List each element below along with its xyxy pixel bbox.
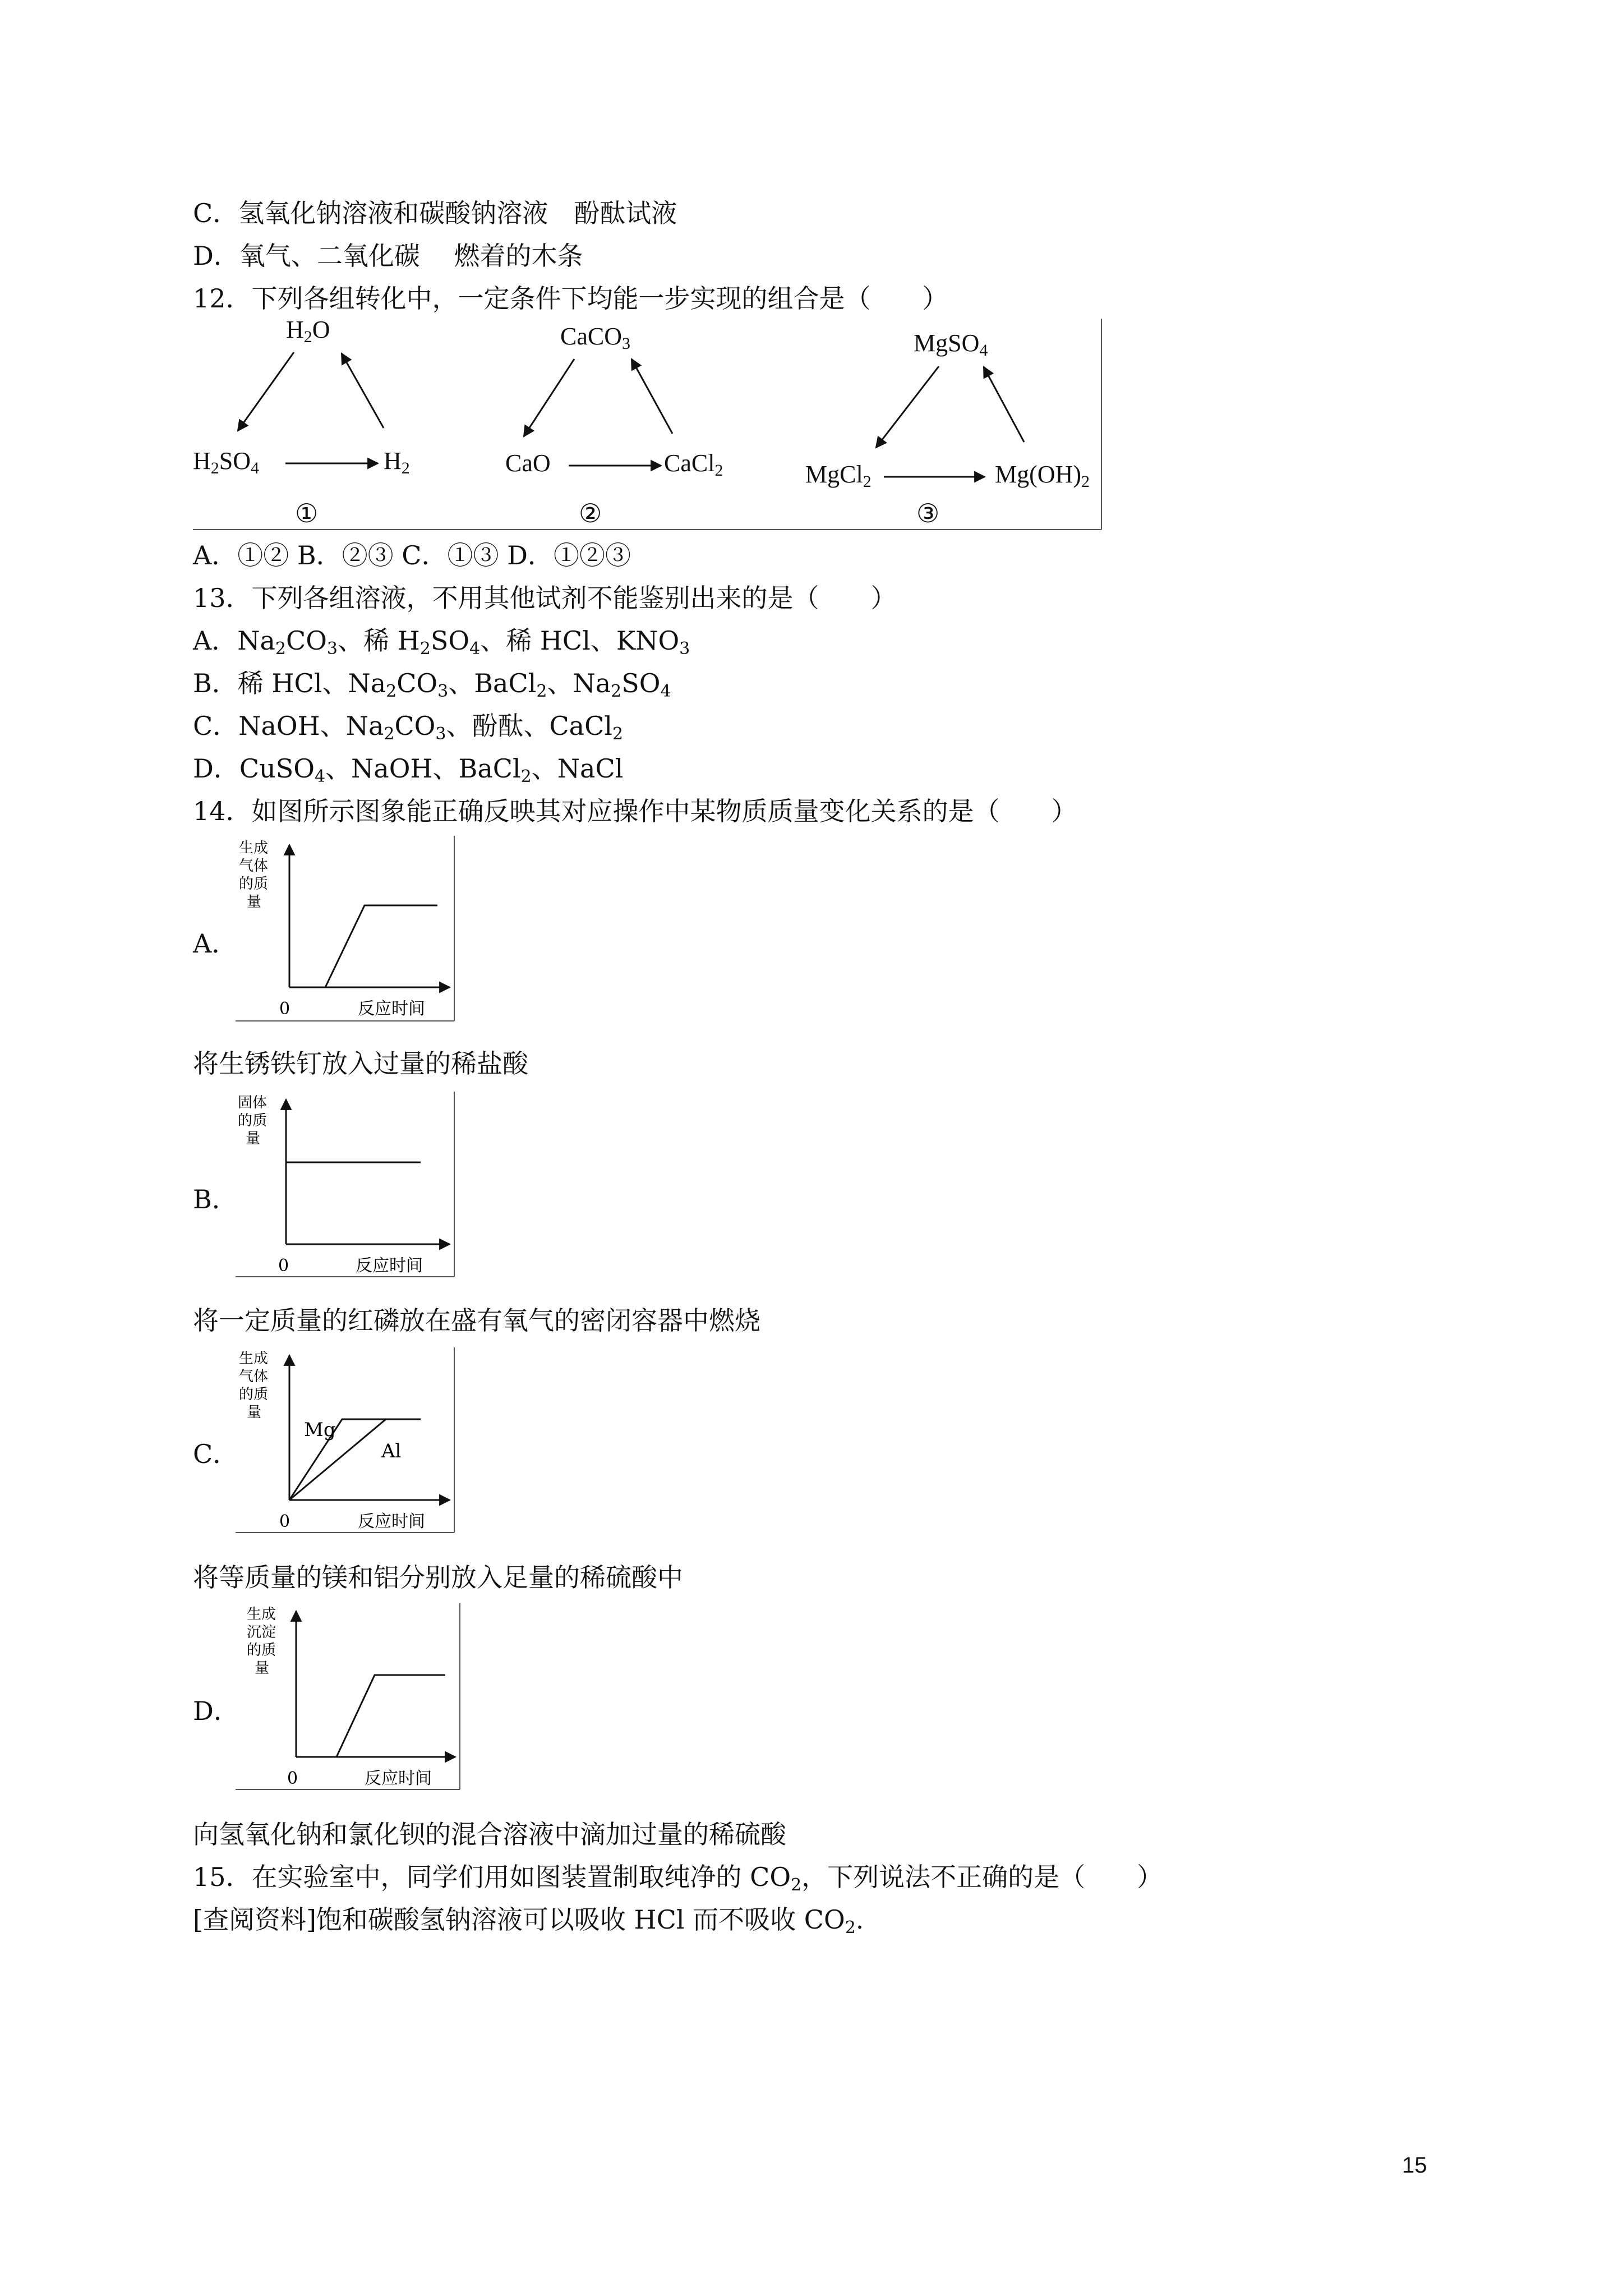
d3-top-label: MgSO$_4$ bbox=[914, 329, 988, 360]
graph-b-ylabel-1: 固体 bbox=[238, 1094, 268, 1111]
q13-option-a: A．$Na_2CO_3$、稀 $H_2SO_4$、稀 HCl、$KNO_3$ bbox=[193, 625, 690, 659]
graph-d-ylabel-2: 沉淀 bbox=[247, 1624, 276, 1641]
q14-letter-b: B． bbox=[193, 1184, 238, 1214]
page-number: 15 bbox=[1402, 2153, 1427, 2178]
d2-number: ② bbox=[579, 499, 602, 528]
graph-a-svg bbox=[236, 836, 460, 1027]
d2-left-label: CaO bbox=[505, 449, 551, 477]
q14-desc-d: 向氢氧化钠和氯化钡的混合溶液中滴加过量的稀硫酸 bbox=[193, 1819, 786, 1849]
graph-a-ylabel-2: 气体 bbox=[239, 858, 269, 875]
graph-c-al-label: Al bbox=[381, 1440, 402, 1462]
graph-a-curve bbox=[289, 905, 437, 987]
graph-b-svg bbox=[236, 1092, 460, 1282]
q11-option-d: D．氧气、二氧化碳 燃着的木条 bbox=[193, 241, 583, 271]
graph-c-ylabel-2: 气体 bbox=[239, 1368, 269, 1385]
graph-d-xlabel: 反应时间 bbox=[365, 1769, 432, 1788]
graph-a-ylabel-4: 量 bbox=[247, 894, 262, 910]
q12-diagram bbox=[193, 316, 1118, 539]
graph-a-ylabel-1: 生成 bbox=[239, 840, 269, 857]
graph-b-xlabel: 反应时间 bbox=[356, 1256, 423, 1276]
graph-c-ylabel-3: 的质 bbox=[239, 1386, 269, 1403]
q14-graph-c bbox=[236, 1347, 460, 1538]
q14-letter-c: C． bbox=[193, 1439, 239, 1469]
graph-c-ylabel-1: 生成 bbox=[239, 1350, 269, 1367]
q14-graph-b bbox=[236, 1092, 460, 1282]
graph-c-origin: 0 bbox=[279, 1512, 291, 1531]
q14-desc-a: 将生锈铁钉放入过量的稀盐酸 bbox=[193, 1048, 528, 1079]
q12-options: A．①② B．②③ C．①③ D．①②③ bbox=[193, 540, 631, 570]
q14-graph-d bbox=[236, 1603, 465, 1794]
q13-stem: 13．下列各组溶液，不用其他试剂不能鉴别出来的是（ ） bbox=[193, 583, 897, 613]
graph-d-svg bbox=[236, 1603, 465, 1794]
graph-c-xlabel: 反应时间 bbox=[358, 1512, 425, 1531]
graph-d-ylabel-3: 的质 bbox=[247, 1642, 276, 1659]
graph-a-origin: 0 bbox=[279, 999, 291, 1019]
d1-right-label: $H_2$ bbox=[384, 447, 410, 477]
graph-c-svg bbox=[236, 1347, 460, 1538]
q11-option-c: C．氢氧化钠溶液和碳酸钠溶液 酚酞试液 bbox=[193, 198, 677, 228]
d1-number: ① bbox=[295, 499, 319, 528]
d3-right-label: $Mg(OH)_2$ bbox=[995, 461, 1090, 491]
graph-a-xlabel: 反应时间 bbox=[358, 999, 425, 1019]
graph-d-curve bbox=[296, 1675, 445, 1757]
graph-d-origin: 0 bbox=[287, 1769, 298, 1788]
graph-b-ylabel-3: 量 bbox=[246, 1130, 261, 1147]
q13-option-b: B．稀 HCl、$Na_2CO_3$、BaCl$_2$、$Na_2SO_4$ bbox=[193, 668, 671, 701]
q14-letter-d: D． bbox=[193, 1696, 239, 1726]
d3-number: ③ bbox=[916, 499, 940, 528]
q14-graph-a bbox=[236, 836, 460, 1027]
d2-right-label: CaCl$_2$ bbox=[664, 449, 723, 480]
q14-desc-c: 将等质量的镁和铝分别放入足量的稀硫酸中 bbox=[193, 1562, 683, 1593]
graph-a-ylabel-3: 的质 bbox=[239, 876, 269, 892]
q15-note: [查阅资料]饱和碳酸氢钠溶液可以吸收 HCl 而不吸收 $CO_2$. bbox=[193, 1904, 864, 1938]
q12-stem: 12．下列各组转化中，一定条件下均能一步实现的组合是（ ） bbox=[193, 283, 948, 314]
q15-stem: 15．在实验室中，同学们用如图装置制取纯净的 $CO_2$，下列说法不正确的是（ ） bbox=[193, 1862, 1163, 1895]
d1-top-label: $H_2O$ bbox=[286, 316, 330, 346]
q13-option-c: C．NaOH、$Na_2CO_3$、酚酞、CaCl$_2$ bbox=[193, 711, 624, 744]
graph-c-mg-label: Mg bbox=[304, 1419, 336, 1441]
graph-c-ylabel-4: 量 bbox=[247, 1404, 262, 1421]
q14-letter-a: A． bbox=[193, 928, 238, 959]
graph-d-ylabel-4: 量 bbox=[255, 1660, 270, 1677]
d2-top-label: CaCO$_3$ bbox=[560, 323, 630, 353]
graph-d-ylabel-1: 生成 bbox=[247, 1606, 276, 1623]
graph-b-ylabel-2: 的质 bbox=[238, 1112, 268, 1129]
d3-left-label: MgCl$_2$ bbox=[805, 461, 872, 491]
graph-b-origin: 0 bbox=[278, 1256, 289, 1276]
q13-option-d: D．CuSO$_4$、NaOH、BaCl$_2$、NaCl bbox=[193, 753, 624, 786]
q14-stem: 14．如图所示图象能正确反映其对应操作中某物质质量变化关系的是（ ） bbox=[193, 796, 1077, 826]
d1-left-label: $H_2SO_4$ bbox=[193, 447, 260, 477]
q14-desc-b: 将一定质量的红磷放在盛有氧气的密闭容器中燃烧 bbox=[193, 1305, 760, 1336]
